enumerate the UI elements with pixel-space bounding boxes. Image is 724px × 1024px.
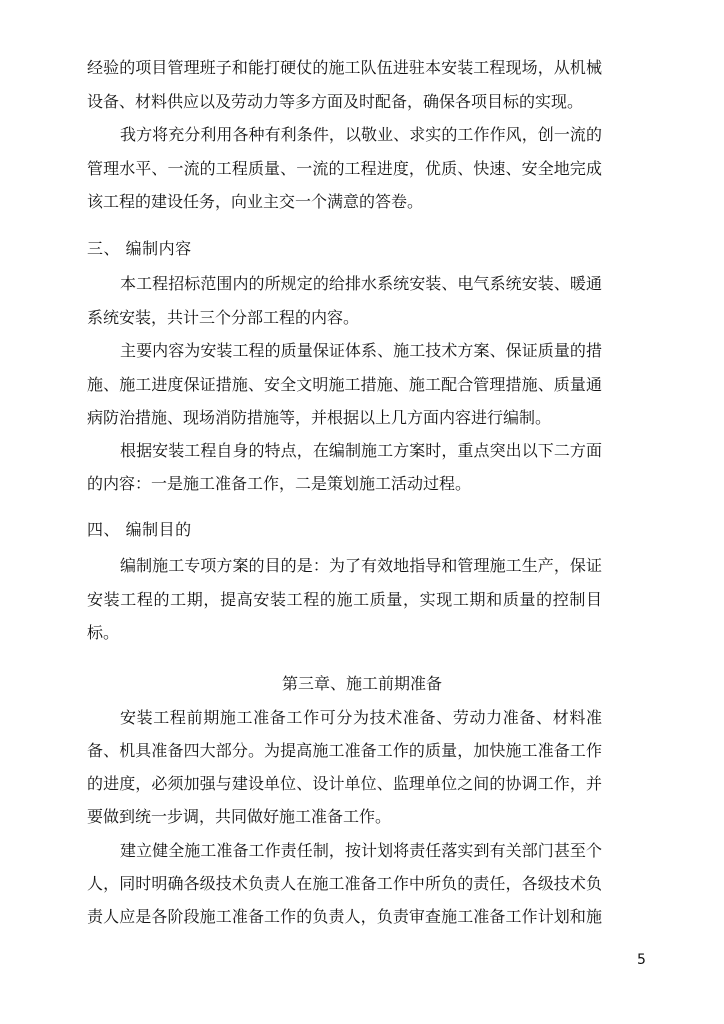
paragraph-line: 编制施工专项方案的目的是：为了有效地指导和管理施工生产，保证 <box>120 556 602 575</box>
paragraph-line: 本工程招标范围内的所规定的给排水系统安装、电气系统安装、暖通 <box>120 274 602 293</box>
chapter-title: 第三章、施工前期准备 <box>281 674 442 693</box>
paragraph-line: 安装工程前期施工准备工作可分为技术准备、劳动力准备、材料准 <box>120 708 602 727</box>
paragraph-line: 要做到统一步调，共同做好施工准备工作。 <box>87 807 392 826</box>
paragraph-line: 施、施工进度保证措施、安全文明施工措施、施工配合管理措施、质量通 <box>87 375 602 394</box>
paragraph-line: 经验的项目管理班子和能打硬仗的施工队伍进驻本安装工程现场，从机械 <box>87 58 602 77</box>
paragraph-line: 人，同时明确各级技术负责人在施工准备工作中所负的责任，各级技术负 <box>87 874 602 893</box>
paragraph-line: 备、机具准备四大部分。为提高施工准备工作的质量，加快施工准备工作 <box>87 741 602 760</box>
paragraph-line: 安装工程的工期，提高安装工程的施工质量，实现工期和质量的控制目 <box>87 590 602 609</box>
paragraph-line: 根据安装工程自身的特点，在编制施工方案时，重点突出以下二方面 <box>120 441 602 460</box>
paragraph-line: 系统安装，共计三个分部工程的内容。 <box>87 308 360 327</box>
paragraph-line: 管理水平、一流的工程质量、一流的工程进度，优质、快速、安全地完成 <box>87 159 602 178</box>
paragraph-line: 建立健全施工准备工作责任制，按计划将责任落实到有关部门甚至个 <box>120 841 602 860</box>
paragraph-line: 该工程的建设任务，向业主交一个满意的答卷。 <box>87 192 424 211</box>
paragraph-line: 设备、材料供应以及劳动力等多方面及时配备，确保各项目标的实现。 <box>87 92 584 111</box>
paragraph-line: 主要内容为安装工程的质量保证体系、施工技术方案、保证质量的措 <box>120 341 602 360</box>
page-number: 5 <box>637 952 646 968</box>
paragraph-line: 我方将充分利用各种有利条件，以敬业、求实的工作作风，创一流的 <box>120 125 602 144</box>
section-heading: 三、 编制内容 <box>87 239 192 258</box>
paragraph-line: 病防治措施、现场消防措施等，并根据以上几方面内容进行编制。 <box>87 408 552 427</box>
paragraph-line: 责人应是各阶段施工准备工作的负责人，负责审查施工准备工作计划和施 <box>87 907 602 926</box>
section-heading: 四、 编制目的 <box>87 520 192 539</box>
paragraph-line: 的内容：一是施工准备工作，二是策划施工活动过程。 <box>87 474 472 493</box>
paragraph-line: 标。 <box>87 623 120 642</box>
paragraph-line: 的进度，必须加强与建设单位、设计单位、监理单位之间的协调工作，并 <box>87 774 602 793</box>
